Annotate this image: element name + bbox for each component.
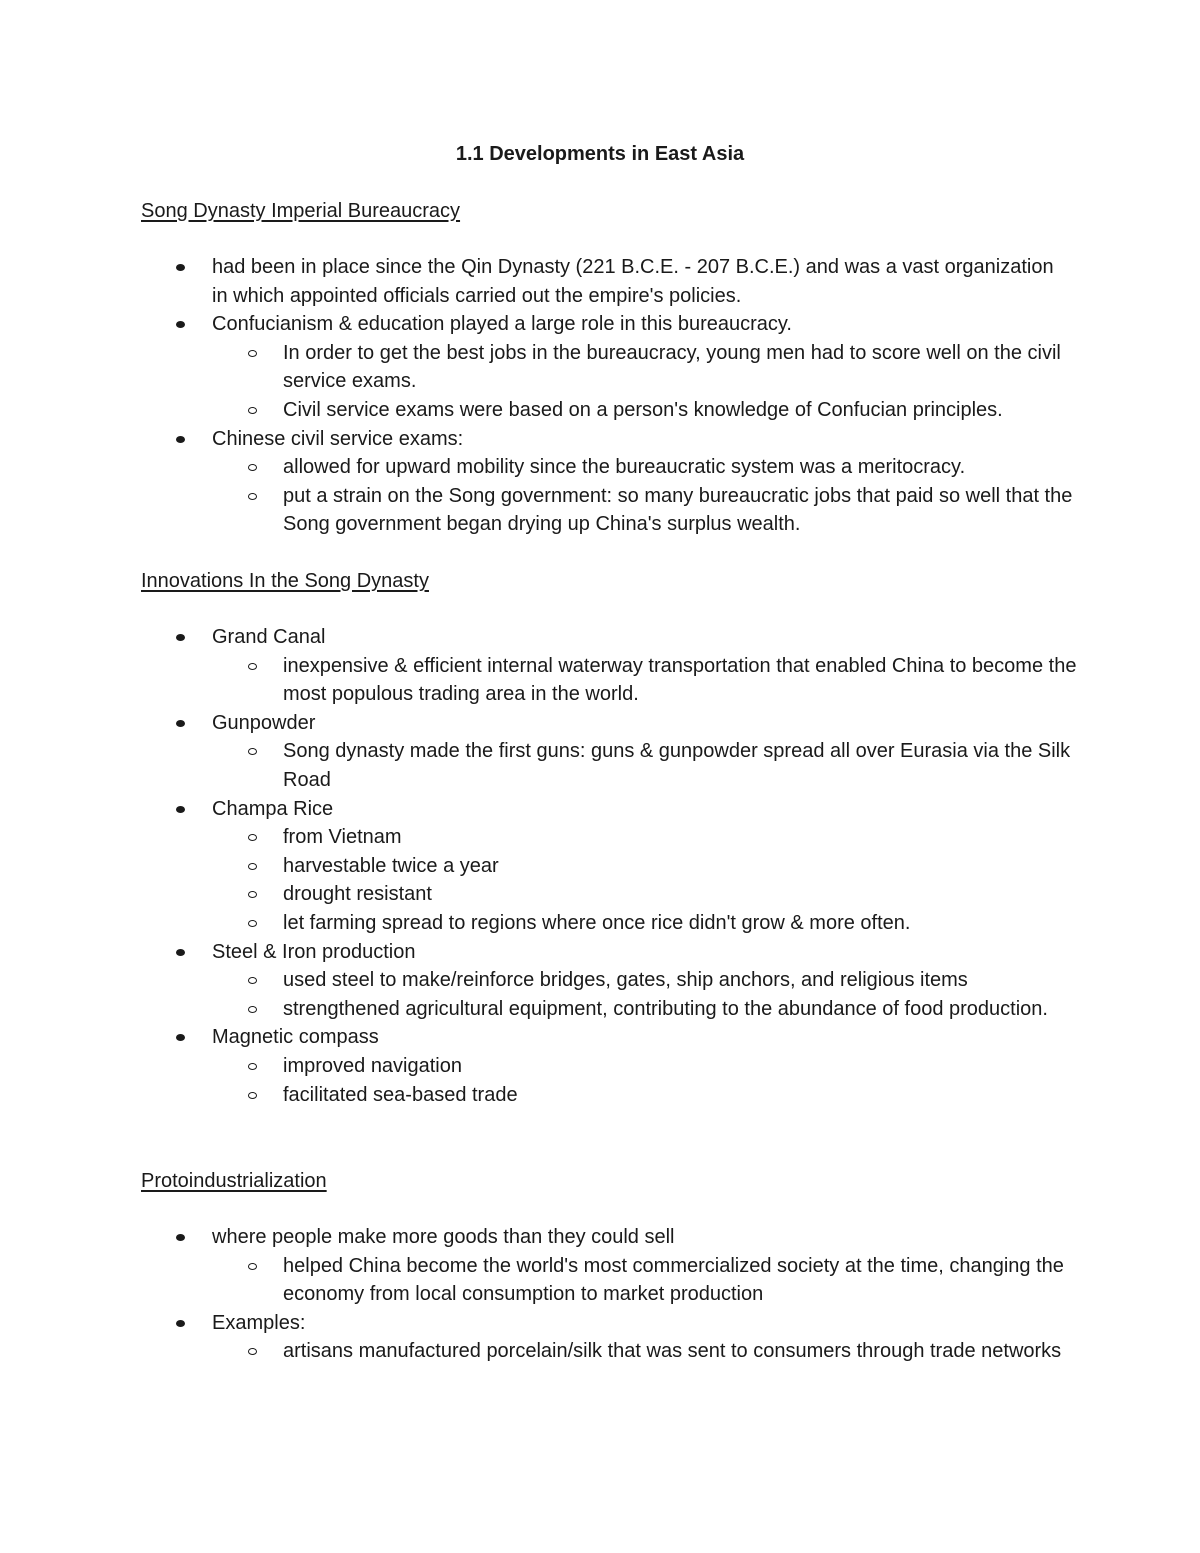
hollow-bullet-icon [248, 350, 257, 357]
sub-list-item-text: let farming spread to regions where once rice didn't grow & more often. [283, 911, 911, 934]
sub-list-item [283, 453, 1083, 482]
bullet-list [0, 253, 1200, 539]
list-item [212, 1223, 1072, 1252]
list-item-text: Chinese civil service exams: [212, 427, 464, 450]
list-item-text: Steel & Iron production [212, 940, 416, 963]
hollow-bullet-icon [248, 1092, 257, 1099]
sub-list-item-text: allowed for upward mobility since the bureaucratic system was a meritocracy. [283, 456, 966, 479]
sub-list-item [283, 880, 1083, 909]
list-item [212, 310, 1072, 339]
document-title: 1.1 Developments in East Asia [455, 143, 745, 165]
hollow-bullet-icon [248, 663, 257, 670]
hollow-bullet-icon [248, 493, 257, 500]
sub-list-item-text: drought resistant [283, 883, 432, 906]
bullet-dot-icon [176, 436, 185, 443]
sub-list-item-text: improved navigation [283, 1054, 462, 1077]
list-item [212, 1309, 1072, 1338]
list-item-text: Confucianism & education played a large role in this bureaucracy. [212, 313, 792, 336]
section-heading: Innovations In the Song Dynasty [141, 570, 429, 592]
bullet-dot-icon [176, 321, 185, 328]
sub-list-item-text: inexpensive & efficient internal waterway transportation that enabled China to become the most populous trading area in the world. [283, 654, 1077, 706]
sub-list-item [283, 652, 1083, 709]
sub-list-item [283, 737, 1083, 794]
sub-list-item [283, 1052, 1083, 1081]
bullet-list [0, 1223, 1200, 1366]
list-item-text: where people make more goods than they could sell [212, 1226, 675, 1248]
bullet-dot-icon [176, 720, 185, 727]
hollow-bullet-icon [248, 891, 257, 898]
list-item-text: Grand Canal [212, 626, 326, 648]
sub-list-item [283, 396, 1083, 425]
list-item [212, 425, 1072, 454]
hollow-bullet-icon [248, 1348, 257, 1355]
list-item-text: Examples: [212, 1311, 306, 1334]
bullet-list [0, 623, 1200, 1109]
sub-list-item-text: In order to get the best jobs in the bureaucracy, young men had to score well on the civil service exams. [283, 341, 1061, 393]
sub-list-item [283, 966, 1083, 995]
sub-list-item-text: helped China become the world's most commercialized society at the time, changing the economy from local consumption to market production [283, 1254, 1064, 1306]
hollow-bullet-icon [248, 1263, 257, 1270]
hollow-bullet-icon [248, 1006, 257, 1013]
hollow-bullet-icon [248, 748, 257, 755]
sub-list-item [283, 852, 1083, 881]
sub-list-item-text: facilitated sea-based trade [283, 1083, 518, 1106]
sub-list-item-text: from Vietnam [283, 826, 402, 849]
list-item-text: Gunpowder [212, 711, 316, 734]
sub-list-item-text: used steel to make/reinforce bridges, gates, ship anchors, and religious items [283, 969, 968, 992]
list-item [212, 795, 1072, 824]
sub-list-item-text: Song dynasty made the first guns: guns & gunpowder spread all over Eurasia via the Silk Road [283, 740, 1071, 791]
hollow-bullet-icon [248, 920, 257, 927]
list-item-text: had been in place since the Qin Dynasty (221 B.C.E. - 207 B.C.E.) and was a vast organization in which appointed officials carried out the empire's policies. [212, 256, 1054, 307]
hollow-bullet-icon [248, 407, 257, 414]
hollow-bullet-icon [248, 863, 257, 870]
list-item [212, 1023, 1072, 1052]
bullet-dot-icon [176, 1320, 185, 1327]
hollow-bullet-icon [248, 1063, 257, 1070]
sub-list-item-text: artisans manufactured porcelain/silk that was sent to consumers through trade networks [283, 1340, 1062, 1363]
sub-list-item [283, 482, 1083, 539]
bullet-dot-icon [176, 634, 185, 641]
list-item [212, 709, 1072, 738]
sub-list-item [283, 909, 1083, 938]
list-item [212, 253, 1072, 310]
list-item [212, 938, 1072, 967]
sub-list-item [283, 1252, 1083, 1309]
list-item-text: Champa Rice [212, 797, 334, 820]
bullet-dot-icon [176, 1234, 185, 1241]
bullet-dot-icon [176, 264, 185, 271]
sub-list-item-text: harvestable twice a year [283, 854, 499, 877]
list-item [212, 623, 1072, 652]
sub-list-item [283, 339, 1083, 396]
sub-list-item [283, 1337, 1083, 1366]
list-item-text: Magnetic compass [212, 1026, 379, 1049]
sub-list-item-text: put a strain on the Song government: so many bureaucratic jobs that paid so well that the Song government began drying up China's surplus wealth. [283, 484, 1073, 536]
bullet-dot-icon [176, 949, 185, 956]
hollow-bullet-icon [248, 834, 257, 841]
hollow-bullet-icon [248, 977, 257, 984]
bullet-dot-icon [176, 806, 185, 813]
sub-list-item [283, 823, 1083, 852]
sub-list-item [283, 1081, 1083, 1110]
sub-list-item-text: Civil service exams were based on a person's knowledge of Confucian principles. [283, 398, 1003, 421]
section-heading: Protoindustrialization [141, 1170, 327, 1192]
section-heading: Song Dynasty Imperial Bureaucracy [141, 200, 461, 222]
hollow-bullet-icon [248, 464, 257, 471]
sub-list-item [283, 995, 1083, 1024]
sub-list-item-text: strengthened agricultural equipment, contributing to the abundance of food production. [283, 997, 1048, 1020]
bullet-dot-icon [176, 1034, 185, 1041]
